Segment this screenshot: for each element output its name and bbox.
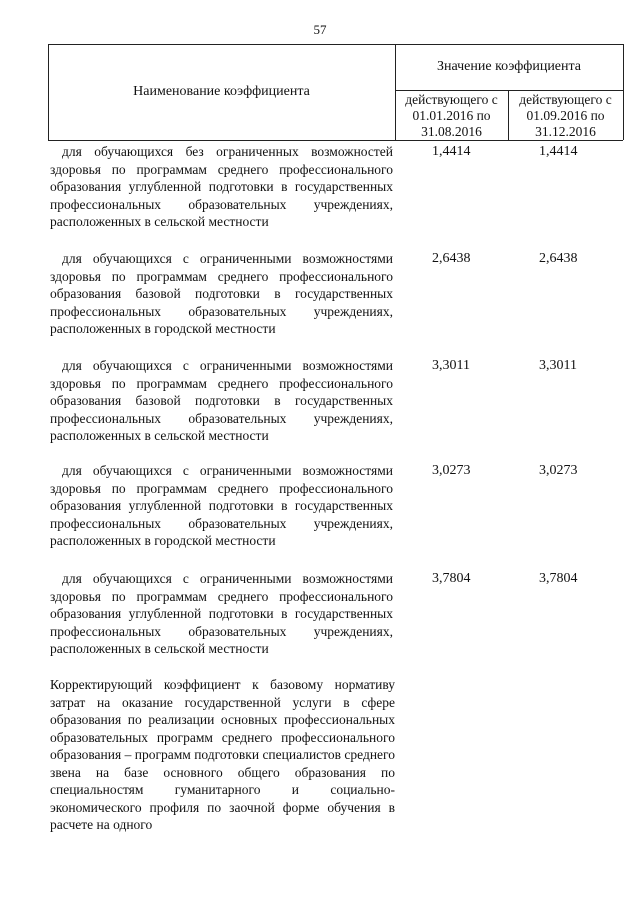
header-bottom-border <box>48 140 623 141</box>
header-right-border <box>623 44 624 140</box>
row-value-period-1: 3,0273 <box>432 463 471 478</box>
row-description: для обучающихся с ограниченными возможностями здоровья по программам среднего профессионального образования базовой подготовки в государственных профессиональных образовательных учреждениях, расположенных в сельской местности <box>50 358 393 443</box>
row-value-period-1: 1,4414 <box>432 144 471 159</box>
closing-paragraph: Корректирующий коэффициент к базовому нормативу затрат на оказание государственной услуги в сфере образования по реализации основных профессиональных образовательных программ среднего профессионального образования – программ подготовки специалистов среднего звена на базе основного общего образования по специальностям гуманитарного и социально-экономического профиля по заочной форме обучения в расчете на одного <box>50 677 395 832</box>
coefficient-value-header: Значение коэффициента <box>436 59 582 74</box>
period-2-header: действующего с 01.09.2016 по 31.12.2016 <box>519 92 612 139</box>
row-value-period-1: 3,7804 <box>432 571 471 586</box>
row-description: для обучающихся без ограниченных возможностей здоровья по программам среднего профессионального образования углубленной подготовки в государственных профессиональных образовательных учреждениях, расположенных в сельской местности <box>50 144 393 229</box>
page-number: 57 <box>313 22 327 37</box>
row-value-period-2: 1,4414 <box>539 144 578 159</box>
row-description: для обучающихся с ограниченными возможностями здоровья по программам среднего профессионального образования углубленной подготовки в государственных профессиональных образовательных учреждениях, расположенных в сельской местности <box>50 571 393 656</box>
row-value-period-1: 2,6438 <box>432 251 471 266</box>
row-value-period-2: 2,6438 <box>539 251 578 266</box>
row-description: для обучающихся с ограниченными возможностями здоровья по программам среднего профессионального образования углубленной подготовки в государственных профессиональных образовательных учреждениях, расположенных в городской местности <box>50 463 393 548</box>
row-value-period-1: 3,3011 <box>432 358 470 373</box>
coefficient-name-header: Наименование коэффициента <box>133 84 310 99</box>
row-value-period-2: 3,0273 <box>539 463 578 478</box>
table-header <box>48 44 623 140</box>
row-value-period-2: 3,3011 <box>539 358 577 373</box>
row-value-period-2: 3,7804 <box>539 571 578 586</box>
period-1-header: действующего с 01.01.2016 по 31.08.2016 <box>405 92 498 139</box>
row-description: для обучающихся с ограниченными возможностями здоровья по программам среднего профессионального образования базовой подготовки в государственных профессиональных образовательных учреждениях, расположенных в городской местности <box>50 251 393 336</box>
